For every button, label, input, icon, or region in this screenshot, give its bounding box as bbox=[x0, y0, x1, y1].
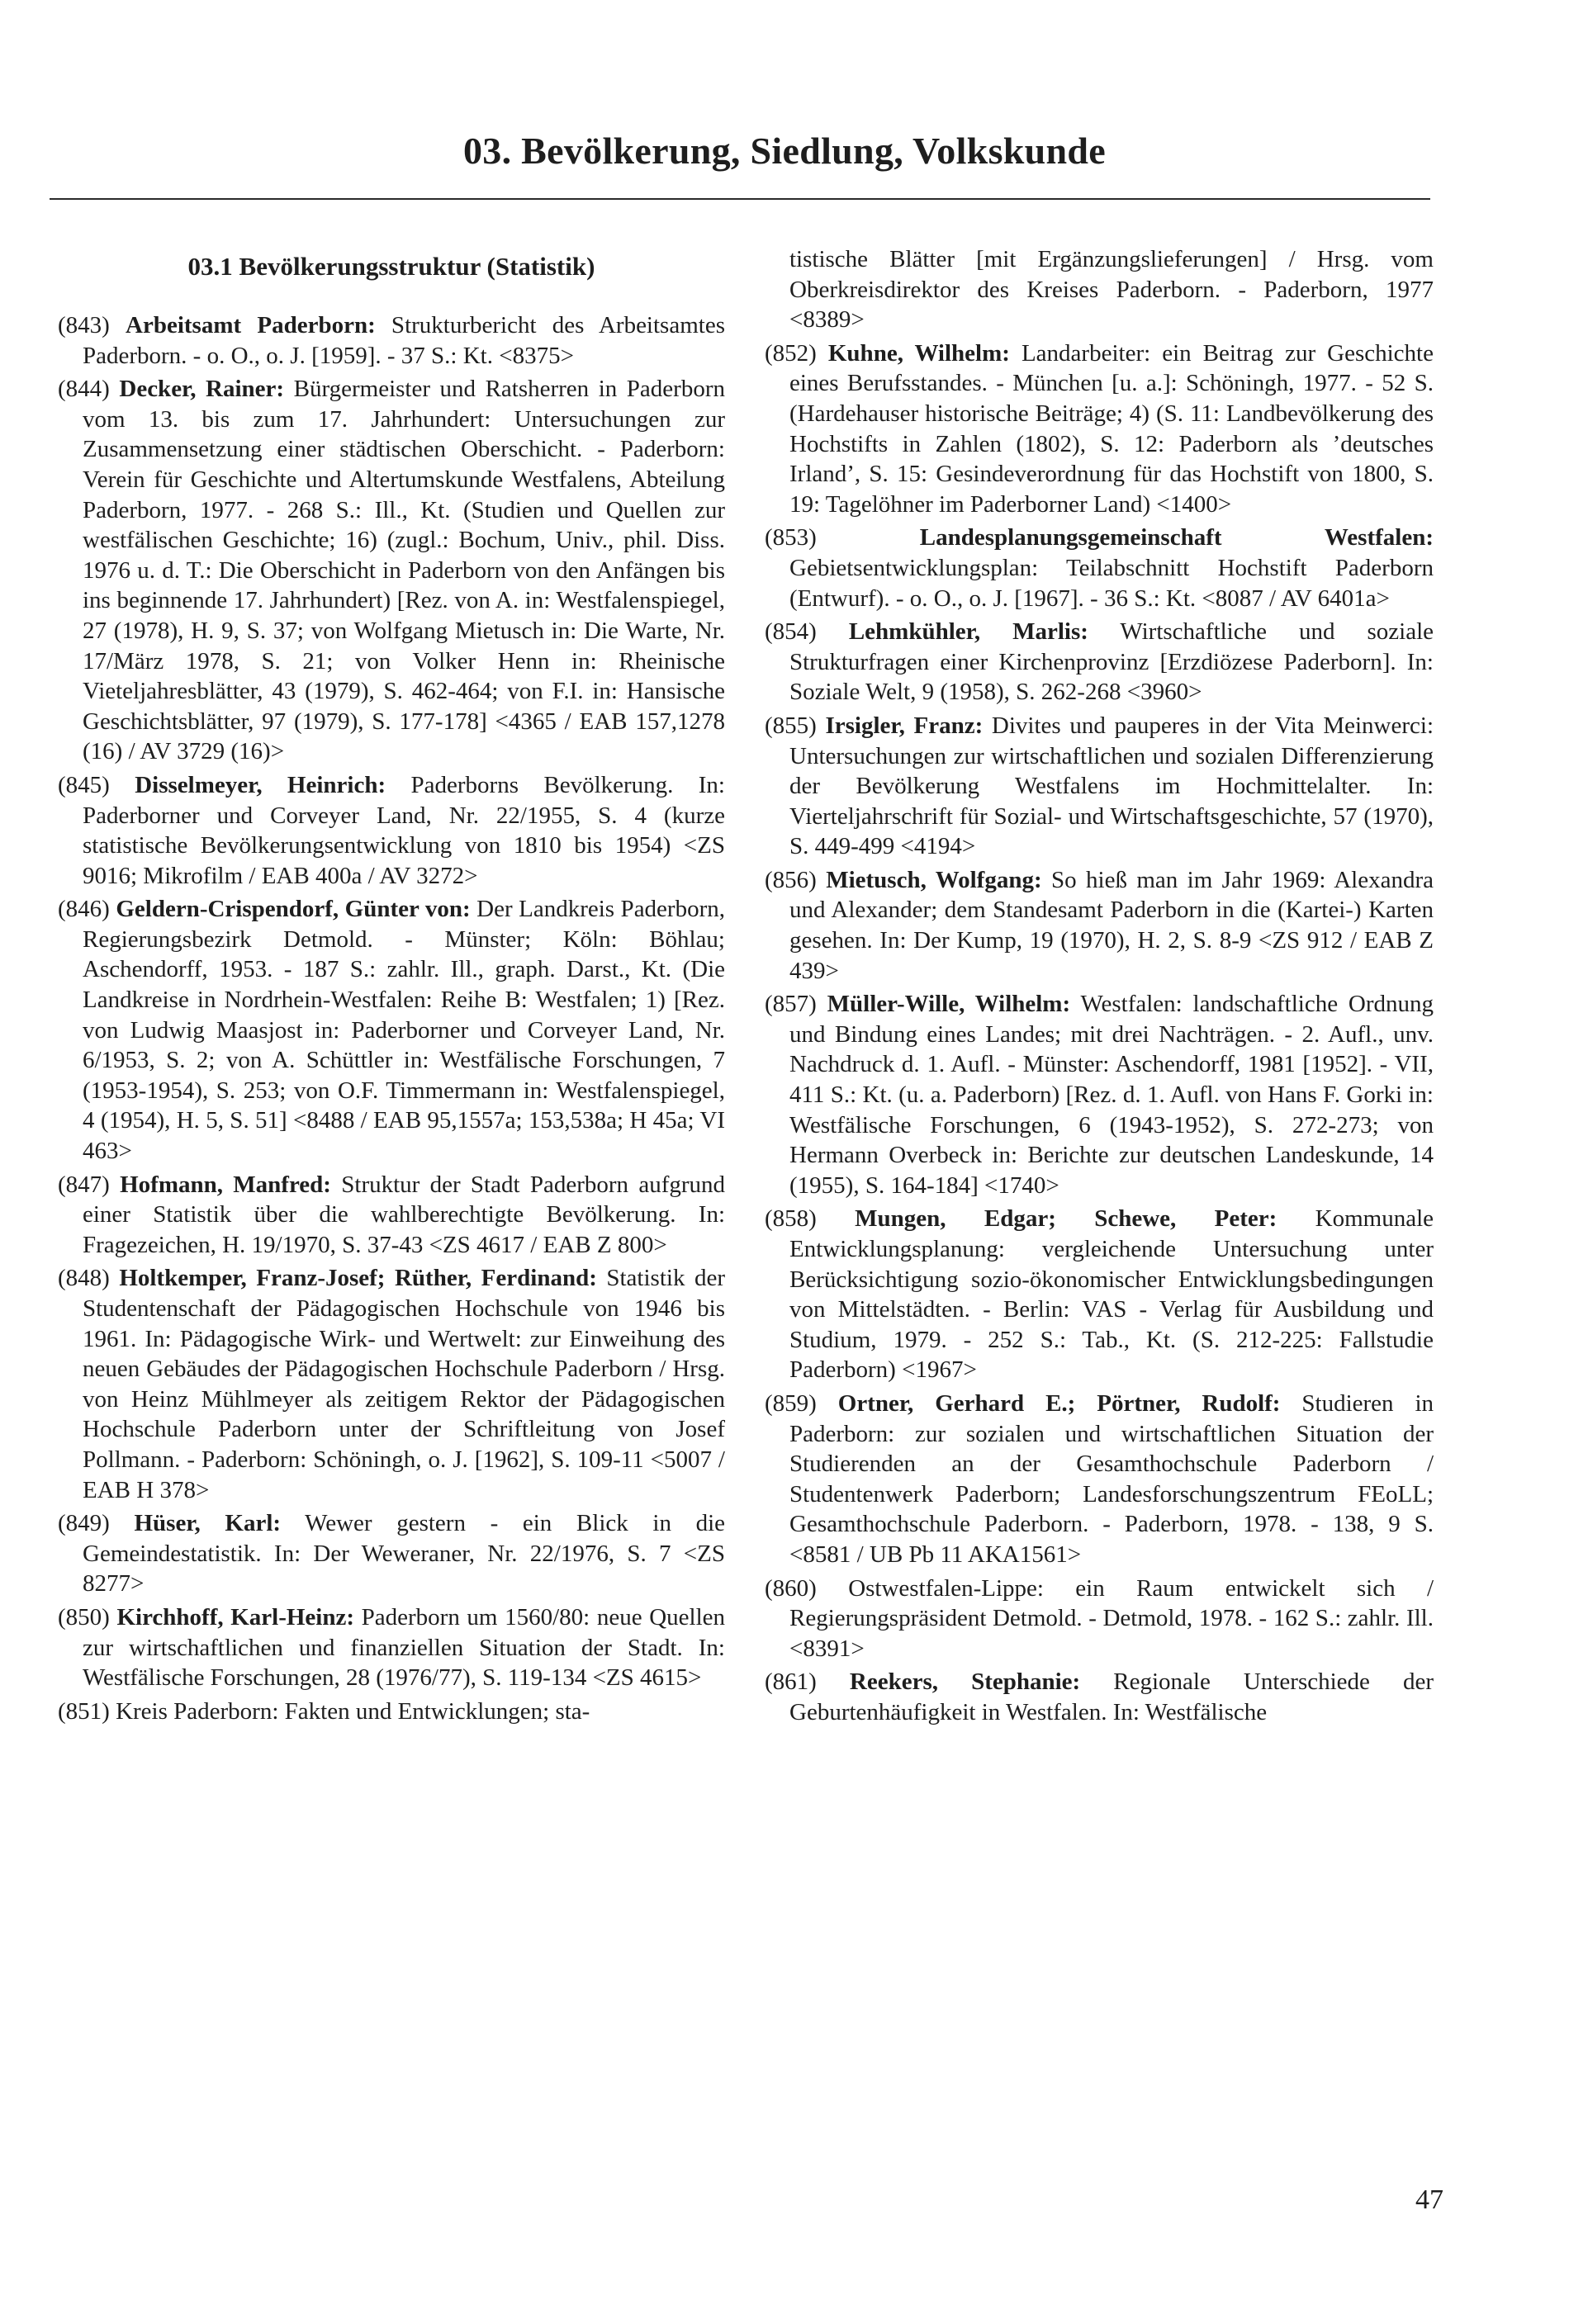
bibliography-entry bbox=[765, 711, 1434, 862]
entry-author: Landesplanungsgemeinschaft Westfalen: bbox=[919, 524, 1434, 551]
entry-author: Hüser, Karl: bbox=[134, 1510, 282, 1537]
bibliography-entry bbox=[765, 1667, 1434, 1727]
entry-text: Struktur der Stadt Paderborn aufgrund einer Statistik über die wahlberechtigte Bevölkerung. In: Fragezeichen, H. 19/1970, S. 37-43 <ZS 4617 / EAB Z 800> bbox=[83, 1171, 726, 1258]
bibliography-entry bbox=[765, 1389, 1434, 1570]
entry-text: Wirtschaftliche und soziale Strukturfragen einer Kirchenprovinz [Erzdiözese Paderborn]. In: Soziale Welt, 9 (1958), S. 262-268 <3960> bbox=[789, 618, 1434, 706]
bibliography-entry bbox=[58, 1602, 725, 1693]
entry-author: Lehmkühler, Marlis: bbox=[848, 618, 1088, 646]
entry-number: (844) bbox=[58, 376, 110, 403]
entry-text: Bürgermeister und Ratsherren in Paderborn vom 13. bis zum 17. Jahrhundert: Untersuchungen zur Zusammensetzung einer städtischen Oberschicht. - Paderborn: Verein für Geschichte und Altertumskunde Westfalens, Abteilung Paderborn, 1977. - 268 S.: Ill., Kt. (Studien und Quellen zur westfälischen Geschichte; 16) (zugl.: Bochum, Univ., phil. Diss. 1976 u. d. T.: Die Oberschicht in Paderborn von den Anfängen bis ins beginnende 17. Jahrhundert) [Rez. von A. in: Westfalenspiegel, 27 (1978), H. 9, S. 37; von Wolfgang Mietusch in: Die Warte, Nr. 17/März 1978, S. 21; von Volker Henn in: Rheinische Vieteljahresblätter, 43 (1979), S. 462-464; von F.I. in: Hansische Geschichtsblätter, 97 (1979), S. 177-178] <4365 / EAB 157,1278 (16) / AV 3729 (16)> bbox=[83, 376, 725, 765]
right-column bbox=[765, 244, 1434, 1731]
entry-number: (852) bbox=[765, 339, 817, 367]
entry-text: Statistik der Studentenschaft der Pädagogischen Hochschule von 1946 bis 1961. In: Pädagogische Wirk- und Wertwelt: zur Einweihung des neuen Gebäudes der Pädagogischen Hochschule Paderborn / Hrsg. von Heinz Mühlmeyer als zeitigem Rektor der Pädagogischen Hochschule Paderborn unter der Schriftleitung von Josef Pollmann. - Paderborn: Schöningh, o. J. [1962], S. 109-11 <5007 / EAB H 378> bbox=[83, 1265, 725, 1503]
entry-number: (857) bbox=[765, 991, 817, 1018]
entry-text: Studieren in Paderborn: zur sozialen und wirtschaftlichen Situation der Studierenden an der Gesamthochschule Paderborn / Studentenwerk Paderborn; Landesforschungszentrum FEoLL; Gesamthochschule Paderborn. - Paderborn, 1978. - 138, 9 S. <8581 / UB Pb 11 AKA1561> bbox=[789, 1389, 1434, 1568]
left-entry-list bbox=[58, 310, 725, 1726]
entry-author: Holtkemper, Franz-Josef; Rüther, Ferdinand: bbox=[119, 1265, 597, 1292]
bibliography-entry bbox=[58, 1170, 725, 1261]
page-number: 47 bbox=[1415, 2184, 1443, 2215]
entry-text: Divites und pauperes in der Vita Meinwerci: Untersuchungen zur wirtschaftlichen und sozialen Differenzierung der Bevölkerung Westfalens im Hochmittelalter. In: Vierteljahrschrift für Sozial- und Wirtschaftsgeschichte, 57 (1970), S. 449-499 <4194> bbox=[789, 712, 1434, 860]
entry-number: (859) bbox=[765, 1389, 817, 1417]
entry-text: Gebietsentwicklungsplan: Teilabschnitt Hochstift Paderborn (Entwurf). - o. O., o. J. [1967]. - 36 S.: Kt. <8087 / AV 6401a> bbox=[789, 554, 1434, 612]
entry-text: Kreis Paderborn: Fakten und Entwicklungen; sta- bbox=[116, 1697, 590, 1725]
entry-number: (848) bbox=[58, 1265, 110, 1292]
bibliography-entry bbox=[58, 770, 725, 891]
entry-number: (853) bbox=[765, 524, 817, 551]
entry-number: (849) bbox=[58, 1510, 110, 1537]
entry-author: Kuhne, Wilhelm: bbox=[827, 339, 1010, 367]
bibliography-entry bbox=[58, 894, 725, 1166]
bibliography-entry bbox=[58, 1263, 725, 1505]
entry-text: So hieß man im Jahr 1969: Alexandra und Alexander; dem Standesamt Paderborn in die (Kartei-) Karten gesehen. In: Der Kump, 19 (1970), H. 2, S. 8-9 <ZS 912 / EAB Z 439> bbox=[789, 866, 1434, 984]
bibliography-entry bbox=[765, 523, 1434, 613]
entry-number: (847) bbox=[58, 1171, 110, 1198]
bibliography-entry bbox=[58, 310, 725, 371]
entry-author: Geldern-Crispendorf, Günter von: bbox=[116, 896, 471, 923]
bibliography-entry bbox=[765, 617, 1434, 708]
entry-continuation: tistische Blätter [mit Ergänzungslieferungen] / Hrsg. vom Oberkreisdirektor des Kreises Paderborn. - Paderborn, 1977 <8389> bbox=[789, 246, 1434, 334]
entry-author: Arbeitsamt Paderborn: bbox=[126, 312, 376, 338]
entry-author: Reekers, Stephanie: bbox=[849, 1668, 1081, 1696]
entry-number: (851) bbox=[58, 1697, 110, 1725]
right-entry-list bbox=[765, 338, 1434, 1728]
entry-author: Mietusch, Wolfgang: bbox=[826, 866, 1042, 893]
bibliography-entry bbox=[765, 1204, 1434, 1385]
entry-text: Ostwestfalen-Lippe: ein Raum entwickelt sich / Regierungspräsident Detmold. - Detmold, 1978. - 162 S.: zahlr. Ill. <8391> bbox=[789, 1574, 1434, 1662]
entry-number: (856) bbox=[765, 866, 817, 893]
entry-author: Mungen, Edgar; Schewe, Peter: bbox=[855, 1205, 1277, 1233]
entry-number: (854) bbox=[765, 618, 817, 646]
bibliography-entry bbox=[765, 1574, 1434, 1664]
entry-text: Kommunale Entwicklungsplanung: vergleichende Untersuchung unter Berücksichtigung sozio-ökonomischer Entwicklungsbedingungen von Mittelstädten. - Berlin: VAS - Verlag für Ausbildung und Studium, 1979. - 252 S.: Tab., Kt. (S. 212-225: Fallstudie Paderborn) <1967> bbox=[789, 1205, 1434, 1384]
entry-number: (846) bbox=[58, 896, 110, 923]
entry-number: (860) bbox=[765, 1574, 817, 1602]
entry-text: Strukturbericht des Arbeitsamtes Paderborn. - o. O., o. J. [1959]. - 37 S.: Kt. <8375> bbox=[83, 312, 725, 369]
entry-author: Disselmeyer, Heinrich: bbox=[135, 771, 386, 798]
entry-number: (861) bbox=[765, 1668, 817, 1696]
entry-number: (845) bbox=[58, 771, 110, 798]
bibliography-entry bbox=[765, 989, 1434, 1200]
entry-author: Ortner, Gerhard E.; Pörtner, Rudolf: bbox=[837, 1389, 1281, 1417]
entry-number: (843) bbox=[58, 312, 110, 338]
entry-number: (855) bbox=[765, 712, 817, 739]
entry-author: Hofmann, Manfred: bbox=[120, 1171, 331, 1198]
left-column bbox=[58, 244, 725, 1730]
entry-number: (858) bbox=[765, 1205, 817, 1233]
entry-text: Regionale Unterschiede der Geburtenhäufigkeit in Westfalen. In: Westfälische bbox=[789, 1668, 1434, 1725]
entry-text: Wewer gestern - ein Blick in die Gemeindestatistik. In: Der Weweraner, Nr. 22/1976, S. 7 <ZS 8277> bbox=[83, 1510, 726, 1597]
bibliography-entry bbox=[58, 1697, 725, 1727]
entry-text: Der Landkreis Paderborn, Regierungsbezirk Detmold. - Münster; Köln: Böhlau; Aschendorff, 1953. - 187 S.: zahlr. Ill., graph. Darst., Kt. (Die Landkreise in Nordrhein-Westfalen: Reihe B: Westfalen; 1) [Rez. von Ludwig Maasjost in: Paderborner und Corveyer Land, Nr. 6/1953, S. 2; von A. Schüttler in: Westfälische Forschungen, 7 (1953-1954), S. 253; von O.F. Timmermann in: Westfalenspiegel, 4 (1954), H. 5, S. 51] <8488 / EAB 95,1557a; 153,538a; H 45a; VI 463> bbox=[83, 896, 725, 1165]
bibliography-entry bbox=[765, 865, 1434, 986]
section-heading: 03.1 Bevölkerungsstruktur (Statistik) bbox=[187, 252, 595, 281]
entry-author: Decker, Rainer: bbox=[119, 376, 285, 403]
bibliography-entry bbox=[58, 374, 725, 767]
bibliography-entry bbox=[765, 338, 1434, 520]
entry-author: Irsigler, Franz: bbox=[825, 712, 984, 739]
entry-author: Müller-Wille, Wilhelm: bbox=[827, 991, 1071, 1018]
entry-text: Landarbeiter: ein Beitrag zur Geschichte eines Berufsstandes. - München [u. a.]: Schöningh, 1977. - 52 S. (Hardehauser historische Beiträge; 4) (S. 11: Landbevölkerung des Hochstifts in Zahlen (1802), S. 12: Paderborn als ’deutsches Irland’, S. 15: Gesindeverordnung für das Hochstift von 1800, S. 19: Tagelöhner im Paderborner Land) <1400> bbox=[789, 339, 1434, 518]
entry-author: Kirchhoff, Karl-Heinz: bbox=[116, 1603, 355, 1631]
entry-text: Paderborns Bevölkerung. In: Paderborner und Corveyer Land, Nr. 22/1955, S. 4 (kurze statistische Bevölkerungsentwicklung von 1810 bis 1954) <ZS 9016; Mikrofilm / EAB 400a / AV 3272> bbox=[83, 771, 725, 889]
entry-number: (850) bbox=[58, 1603, 110, 1631]
chapter-title: 03. Bevölkerung, Siedlung, Volkskunde bbox=[462, 130, 1107, 172]
entry-text: Paderborn um 1560/80: neue Quellen zur wirtschaftlichen und finanziellen Situation der Stadt. In: Westfälische Forschungen, 28 (1976/77), S. 119-134 <ZS 4615> bbox=[83, 1603, 725, 1692]
title-divider bbox=[50, 198, 1430, 200]
entry-text: Westfalen: landschaftliche Ordnung und Bindung eines Landes; mit drei Nachträgen. - 2. Aufl., unv. Nachdruck d. 1. Aufl. - Münster: Aschendorff, 1981 [1952]. - VII, 411 S.: Kt. (u. a. Paderborn) [Rez. d. 1. Aufl. von Hans F. Gorki in: Westfälische Forschungen, 6 (1943-1952), S. 272-273; von Hermann Overbeck in: Berichte zur deutschen Landeskunde, 14 (1955), S. 164-184] <1740> bbox=[789, 991, 1434, 1199]
bibliography-entry bbox=[58, 1508, 725, 1599]
